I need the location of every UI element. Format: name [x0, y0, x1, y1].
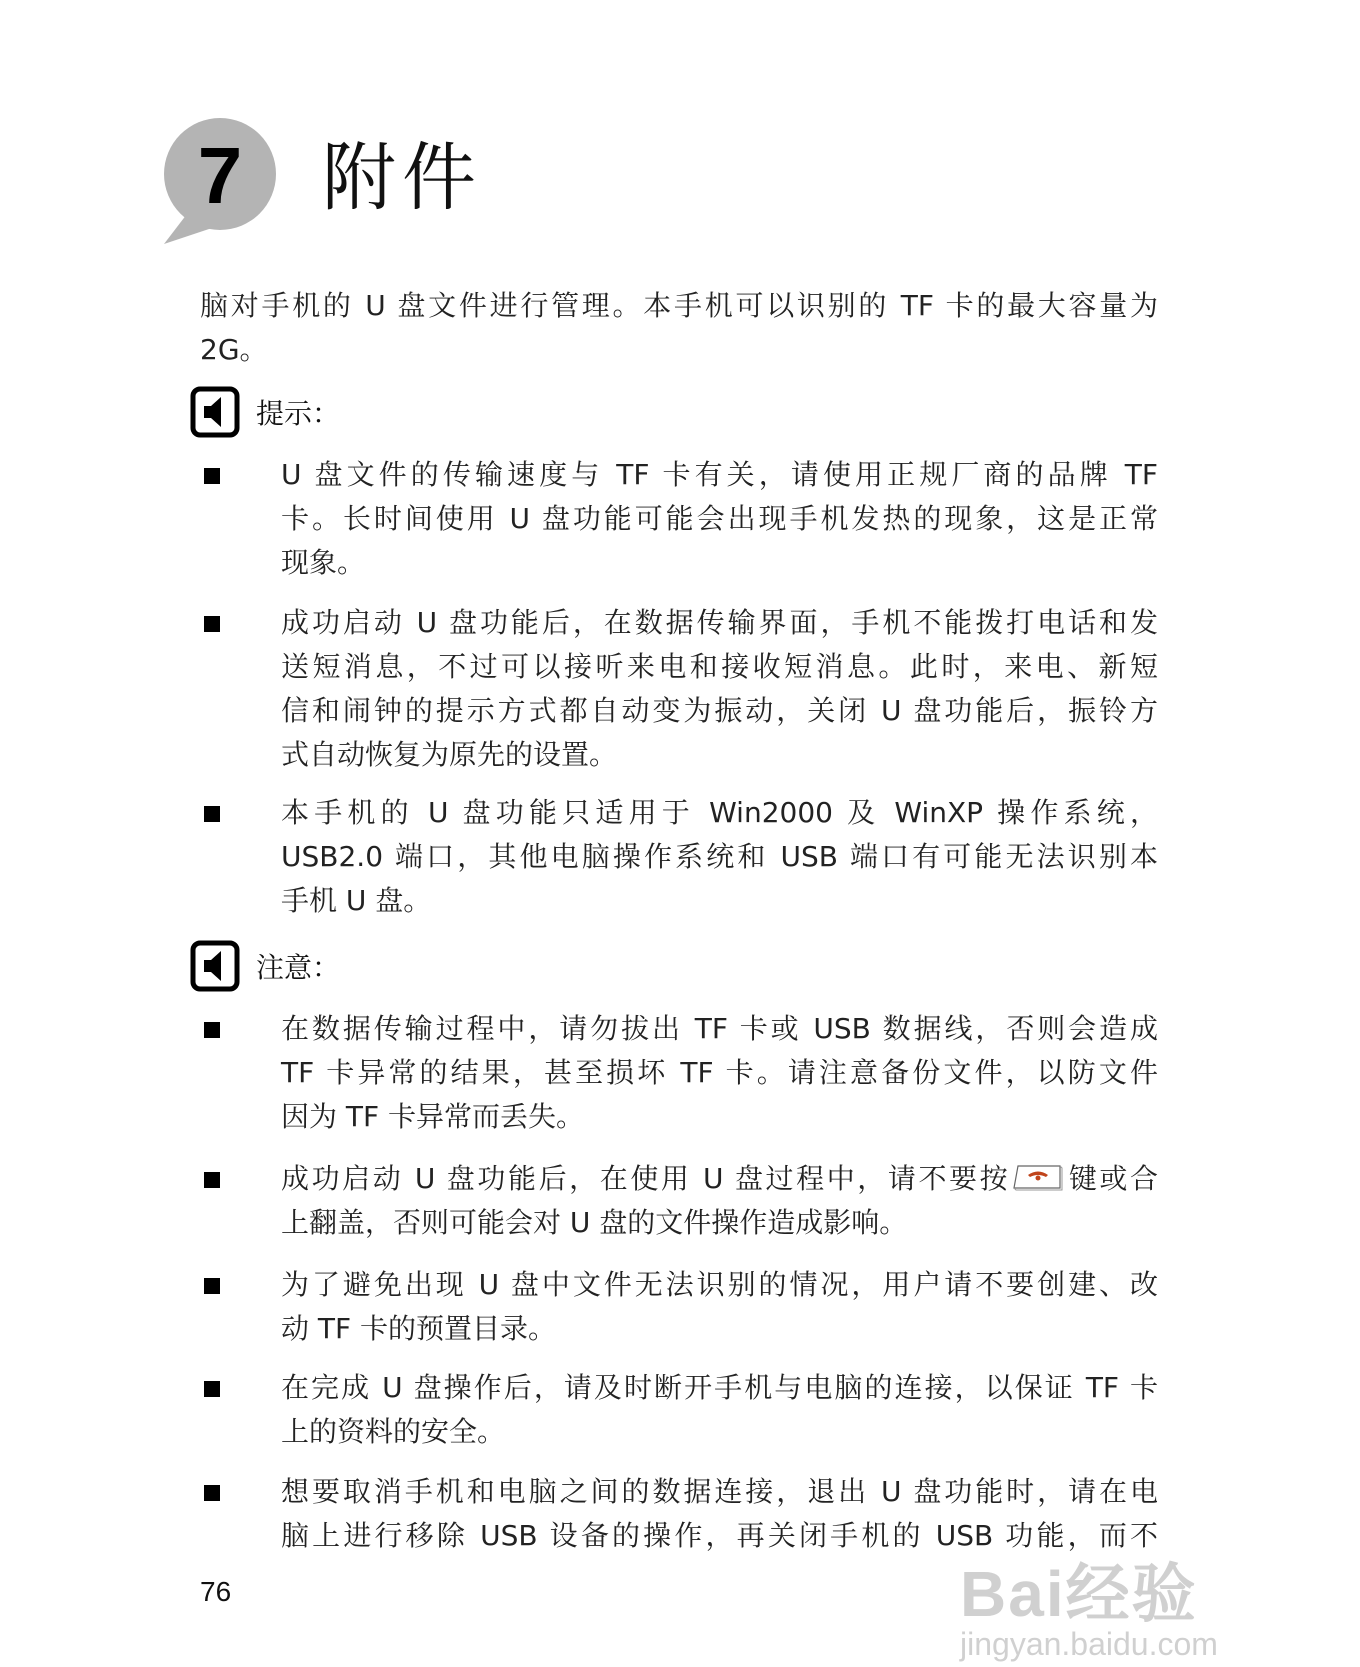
- tip-item: [281, 453, 1158, 585]
- text-line: 为了避免出现 U 盘中文件无法识别的情况，用户请不要创建、改: [281, 1268, 1158, 1301]
- text-line: 卡。长时间使用 U 盘功能可能会出现手机发热的现象，这是正常: [281, 502, 1158, 535]
- tip-heading: [190, 386, 340, 438]
- chapter-number: 7: [197, 131, 243, 220]
- text-line: 成功启动 U 盘功能后，在数据传输界面，手机不能拨打电话和发: [281, 606, 1158, 639]
- watermark-url: jingyan.baidu.com: [960, 1626, 1218, 1662]
- text-line: 上的资料的安全。: [281, 1415, 506, 1448]
- text-line: 信和闹钟的提示方式都自动变为振动，关闭 U 盘功能后，振铃方: [281, 694, 1158, 727]
- speaker-icon: [190, 386, 240, 438]
- text-line: 本手机的 U 盘功能只适用于 Win2000 及 WinXP 操作系统，: [281, 796, 1158, 829]
- bullet-square: [204, 1172, 220, 1188]
- tip-item: [281, 601, 1158, 777]
- text-line: [281, 1157, 1158, 1201]
- text-line: 2G。: [200, 333, 268, 366]
- text-line: TF 卡异常的结果，甚至损坏 TF 卡。请注意备份文件，以防文件: [281, 1056, 1158, 1089]
- text-line: 手机 U 盘。: [281, 884, 432, 917]
- caution-item: [281, 1366, 1158, 1454]
- caution-item: [281, 1007, 1158, 1139]
- chapter-title: 附件: [322, 135, 482, 221]
- text-line: 脑上进行移除 USB 设备的操作，再关闭手机的 USB 功能，而不: [281, 1519, 1158, 1552]
- intro-paragraph: [200, 284, 1158, 372]
- bullet-square: [204, 1022, 220, 1038]
- text-line: 上翻盖，否则可能会对 U 盘的文件操作造成影响。: [281, 1206, 908, 1239]
- bullet-square: [204, 1381, 220, 1397]
- bullet-square: [204, 1485, 220, 1501]
- text-line: U 盘文件的传输速度与 TF 卡有关，请使用正规厂商的品牌 TF: [281, 458, 1158, 491]
- text-line: 脑对手机的 U 盘文件进行管理。本手机可以识别的 TF 卡的最大容量为: [200, 289, 1158, 322]
- watermark: [960, 1558, 1218, 1662]
- watermark-logo: Bai经验: [960, 1558, 1198, 1630]
- text-line: 在完成 U 盘操作后，请及时断开手机与电脑的连接，以保证 TF 卡: [281, 1371, 1158, 1404]
- tip-label: 提示：: [256, 397, 341, 430]
- tip-item: [281, 791, 1158, 923]
- text-line: 在数据传输过程中，请勿拔出 TF 卡或 USB 数据线，否则会造成: [281, 1012, 1158, 1045]
- text-line: 因为 TF 卡异常而丢失。: [281, 1100, 585, 1133]
- bullet-square: [204, 468, 220, 484]
- end-call-key-icon: [1012, 1162, 1064, 1192]
- text-fragment: 成功启动 U 盘功能后，在使用 U 盘过程中，请不要按: [281, 1162, 1011, 1195]
- text-line: 式自动恢复为原先的设置。: [281, 738, 618, 771]
- caution-label: 注意：: [256, 951, 341, 984]
- caution-item: [281, 1470, 1158, 1558]
- page-number: 76: [200, 1576, 232, 1607]
- text-line: 想要取消手机和电脑之间的数据连接，退出 U 盘功能时，请在电: [281, 1475, 1158, 1508]
- text-line: 现象。: [281, 546, 366, 579]
- text-line: 动 TF 卡的预置目录。: [281, 1312, 557, 1345]
- caution-item: [281, 1263, 1158, 1351]
- bullet-square: [204, 1278, 220, 1294]
- text-line: USB2.0 端口，其他电脑操作系统和 USB 端口有可能无法识别本: [281, 840, 1158, 873]
- caution-item: [281, 1157, 1158, 1245]
- speaker-icon: [190, 940, 240, 992]
- text-line: 送短消息，不过可以接听来电和接收短消息。此时，来电、新短: [281, 650, 1158, 683]
- caution-heading: [190, 940, 340, 992]
- bullet-square: [204, 616, 220, 632]
- text-fragment: 键或合: [1066, 1162, 1158, 1195]
- bullet-square: [204, 806, 220, 822]
